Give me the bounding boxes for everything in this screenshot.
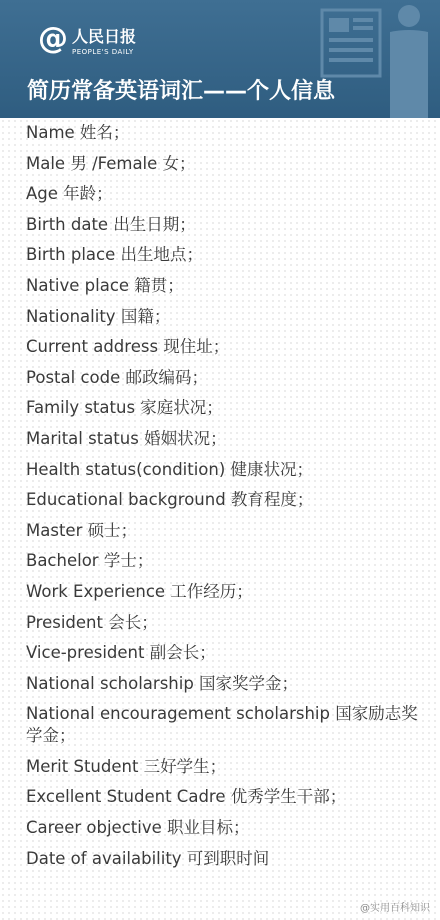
page-title: 简历常备英语词汇——个人信息 [27, 79, 336, 104]
content-area [0, 118, 440, 920]
list-item: Family status 家庭状况； [26, 398, 223, 418]
list-item: Male 男 /Female 女； [26, 153, 196, 173]
logo-chinese-name: 人民日报 [72, 27, 137, 46]
list-item: Birth place 出生地点； [26, 245, 203, 265]
list-item: Birth date 出生日期； [26, 214, 196, 234]
list-item: Bachelor 学士； [26, 551, 154, 571]
list-item: Career objective 职业目标； [26, 818, 250, 838]
list-item: Name 姓名； [26, 123, 130, 142]
list-item: National encouragement scholarship 国家励志奖学金； [26, 704, 418, 746]
list-item: Nationality 国籍； [26, 306, 171, 326]
vocabulary-list [26, 122, 422, 878]
logo-english-name: PEOPLE'S DAILY [72, 48, 134, 56]
list-item: Native place 籍贯； [26, 275, 184, 295]
header-banner [0, 0, 440, 118]
list-item: Age 年龄； [26, 184, 113, 204]
list-item: Master 硕士； [26, 520, 138, 540]
list-item: Merit Student 三好学生； [26, 756, 227, 776]
list-item: National scholarship 国家奖学金； [26, 673, 299, 693]
list-item: Current address 现住址； [26, 337, 230, 357]
list-item: Excellent Student Cadre 优秀学生干部； [26, 787, 347, 807]
list-item: Work Experience 工作经历； [26, 581, 253, 601]
watermark: @实用百科知识 [360, 903, 430, 914]
list-item: Health status(condition) 健康状况； [26, 459, 314, 479]
list-item: Vice-president 副会长； [26, 643, 216, 663]
list-item: Postal code 邮政编码； [26, 367, 208, 387]
list-item: Date of availability 可到职时间 [26, 848, 270, 868]
logo-at-symbol: @ [38, 21, 68, 56]
list-item: Marital status 婚姻状况； [26, 428, 227, 448]
peoples-daily-logo [38, 22, 188, 62]
list-item: President 会长； [26, 612, 158, 632]
newspaper-icon [320, 8, 382, 78]
list-item: Educational background 教育程度； [26, 490, 314, 510]
